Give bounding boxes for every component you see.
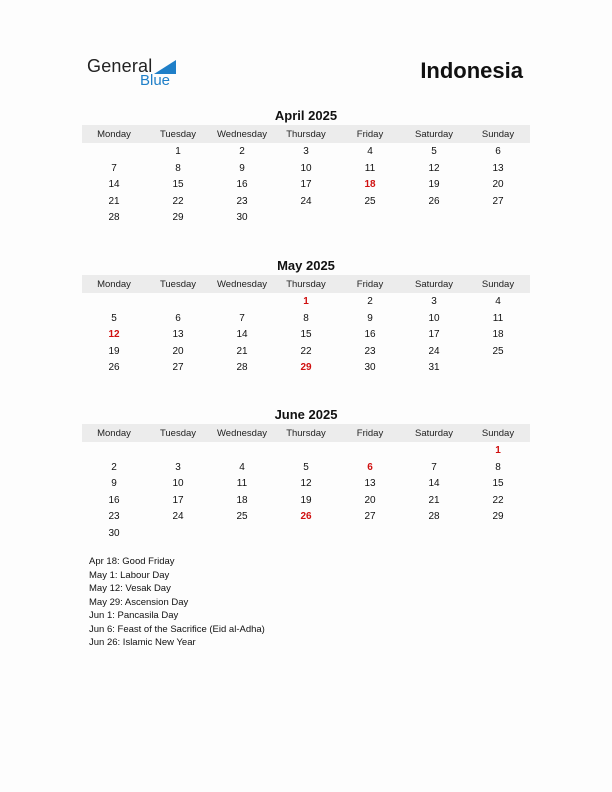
- weekday-header-row: [82, 424, 530, 442]
- holiday-note: Jun 1: Pancasila Day: [89, 610, 179, 621]
- day-cell: 17: [428, 329, 440, 340]
- day-grid: [82, 442, 530, 542]
- day-cell: 15: [300, 329, 312, 340]
- holiday-day-cell: 1: [495, 445, 501, 456]
- day-cell: 22: [172, 195, 184, 207]
- holiday-day-cell: 12: [108, 329, 120, 340]
- day-cell: 10: [428, 312, 440, 324]
- day-cell: 7: [111, 162, 117, 174]
- day-cell: 12: [428, 162, 440, 174]
- day-cell: 24: [428, 345, 440, 357]
- day-cell: 17: [172, 494, 184, 506]
- holiday-notes: [89, 555, 265, 650]
- day-cell: 9: [367, 312, 373, 324]
- day-cell: 6: [175, 312, 181, 324]
- empty-day-cell: [82, 144, 146, 161]
- weekday-header: Monday: [97, 128, 131, 140]
- weekday-header-row: [82, 125, 530, 143]
- day-cell: 13: [172, 329, 184, 340]
- month-title: April 2025: [274, 108, 338, 123]
- holiday-note: Apr 18: Good Friday: [89, 556, 175, 567]
- empty-day-cell: [82, 443, 146, 460]
- weekday-header: Tuesday: [159, 278, 197, 290]
- month-title: June 2025: [274, 407, 338, 422]
- day-cell: 22: [492, 494, 504, 506]
- weekday-header: Thursday: [286, 278, 326, 290]
- day-cell: 29: [172, 212, 184, 223]
- holiday-note: May 29: Ascension Day: [89, 596, 189, 608]
- day-cell: 20: [364, 494, 376, 506]
- weekday-header: Tuesday: [159, 427, 197, 439]
- day-cell: 28: [108, 212, 120, 223]
- day-cell: 21: [428, 494, 440, 506]
- day-cell: 22: [300, 345, 312, 357]
- day-cell: 4: [239, 461, 245, 473]
- weekday-header: Saturday: [414, 427, 454, 439]
- day-cell: 19: [300, 494, 312, 506]
- day-cell: 13: [492, 162, 504, 174]
- day-cell: 25: [492, 345, 504, 357]
- day-cell: 4: [367, 146, 373, 157]
- empty-day-cell: [210, 294, 274, 311]
- weekday-header: Sunday: [481, 128, 515, 140]
- empty-day-cell: [402, 443, 466, 460]
- empty-day-cell: [82, 294, 146, 311]
- day-cell: 8: [303, 312, 309, 324]
- weekday-header: Saturday: [414, 278, 454, 290]
- weekday-header: Sunday: [481, 278, 515, 290]
- holiday-note: Jun 6: Feast of the Sacrifice (Eid al-Adha): [89, 623, 265, 635]
- day-cell: 23: [108, 511, 120, 522]
- generalblue-logo: [87, 56, 187, 92]
- day-cell: 13: [364, 478, 376, 489]
- day-grid: [82, 293, 530, 377]
- day-cell: 16: [364, 329, 376, 340]
- day-cell: 24: [300, 195, 312, 207]
- weekday-header: Wednesday: [217, 128, 267, 140]
- day-cell: 4: [495, 296, 501, 307]
- logo-text-general: General: [87, 56, 153, 76]
- day-cell: 9: [239, 162, 245, 174]
- day-cell: 5: [303, 461, 309, 473]
- day-cell: 2: [367, 296, 373, 307]
- holiday-note: May 1: Labour Day: [89, 569, 170, 581]
- weekday-header-row: [82, 275, 530, 293]
- day-cell: 15: [172, 179, 184, 190]
- day-cell: 11: [364, 162, 376, 174]
- day-cell: 16: [108, 494, 120, 506]
- day-cell: 10: [172, 478, 184, 489]
- weekday-header: Wednesday: [217, 427, 267, 439]
- day-cell: 14: [428, 478, 440, 489]
- weekday-header: Friday: [356, 278, 384, 290]
- weekday-header: Saturday: [414, 128, 454, 140]
- holiday-day-cell: 1: [303, 296, 309, 307]
- month-block: [82, 406, 530, 542]
- day-cell: 12: [300, 478, 312, 489]
- holiday-day-cell: 6: [367, 461, 373, 473]
- day-cell: 5: [431, 146, 437, 157]
- day-cell: 25: [364, 195, 376, 207]
- weekday-header: Friday: [356, 427, 384, 439]
- day-cell: 10: [300, 162, 312, 174]
- day-cell: 3: [431, 296, 437, 307]
- empty-day-cell: [146, 294, 210, 311]
- day-cell: 7: [239, 312, 245, 324]
- day-cell: 23: [364, 345, 376, 357]
- day-cell: 7: [431, 461, 437, 473]
- holiday-day-cell: 18: [364, 179, 376, 190]
- day-cell: 20: [172, 345, 184, 357]
- day-cell: 27: [492, 195, 504, 207]
- day-cell: 20: [492, 179, 504, 190]
- day-cell: 6: [495, 146, 501, 157]
- day-cell: 9: [111, 478, 117, 489]
- day-cell: 5: [111, 312, 117, 324]
- weekday-header: Monday: [97, 278, 131, 290]
- weekday-header: Sunday: [481, 427, 515, 439]
- country-title: Indonesia: [420, 58, 523, 83]
- day-cell: 21: [108, 195, 120, 207]
- logo-text-blue: Blue: [140, 72, 171, 89]
- weekday-header: Thursday: [286, 128, 326, 140]
- day-cell: 21: [236, 345, 248, 357]
- day-cell: 11: [236, 478, 248, 489]
- day-cell: 2: [111, 461, 117, 473]
- day-cell: 17: [300, 179, 312, 190]
- day-cell: 8: [175, 162, 181, 174]
- day-cell: 3: [175, 461, 181, 473]
- day-cell: 28: [236, 362, 248, 373]
- empty-day-cell: [338, 443, 402, 460]
- month-block: [82, 107, 530, 227]
- day-cell: 18: [236, 494, 248, 506]
- day-cell: 30: [108, 527, 120, 539]
- month-title: May 2025: [277, 258, 335, 273]
- day-cell: 14: [236, 329, 248, 340]
- holiday-day-cell: 29: [300, 362, 312, 373]
- day-cell: 2: [239, 146, 245, 157]
- holiday-note: May 12: Vesak Day: [89, 583, 171, 594]
- day-cell: 27: [172, 362, 184, 373]
- day-cell: 18: [492, 329, 504, 340]
- day-cell: 26: [108, 362, 120, 373]
- day-cell: 29: [492, 511, 504, 522]
- day-cell: 1: [175, 146, 181, 157]
- day-cell: 26: [428, 195, 440, 207]
- day-cell: 14: [108, 179, 120, 190]
- holiday-note: Jun 26: Islamic New Year: [89, 637, 196, 648]
- day-cell: 11: [492, 312, 504, 324]
- day-cell: 8: [495, 461, 501, 473]
- day-cell: 25: [236, 511, 248, 522]
- day-cell: 23: [236, 195, 248, 207]
- weekday-header: Thursday: [286, 427, 326, 439]
- day-cell: 19: [428, 179, 440, 190]
- empty-day-cell: [210, 443, 274, 460]
- day-cell: 28: [428, 511, 440, 522]
- empty-day-cell: [274, 443, 338, 460]
- day-cell: 3: [303, 146, 309, 157]
- day-cell: 16: [236, 179, 248, 190]
- month-block: [82, 257, 530, 377]
- weekday-header: Wednesday: [217, 278, 267, 290]
- day-cell: 27: [364, 511, 376, 522]
- weekday-header: Monday: [97, 427, 131, 439]
- day-grid: [82, 143, 530, 227]
- weekday-header: Friday: [356, 128, 384, 140]
- day-cell: 30: [236, 212, 248, 223]
- holiday-day-cell: 26: [300, 511, 312, 522]
- day-cell: 30: [364, 362, 376, 373]
- empty-day-cell: [146, 443, 210, 460]
- day-cell: 15: [492, 478, 504, 489]
- day-cell: 31: [428, 362, 440, 373]
- day-cell: 24: [172, 511, 184, 522]
- day-cell: 19: [108, 345, 120, 357]
- weekday-header: Tuesday: [159, 128, 197, 140]
